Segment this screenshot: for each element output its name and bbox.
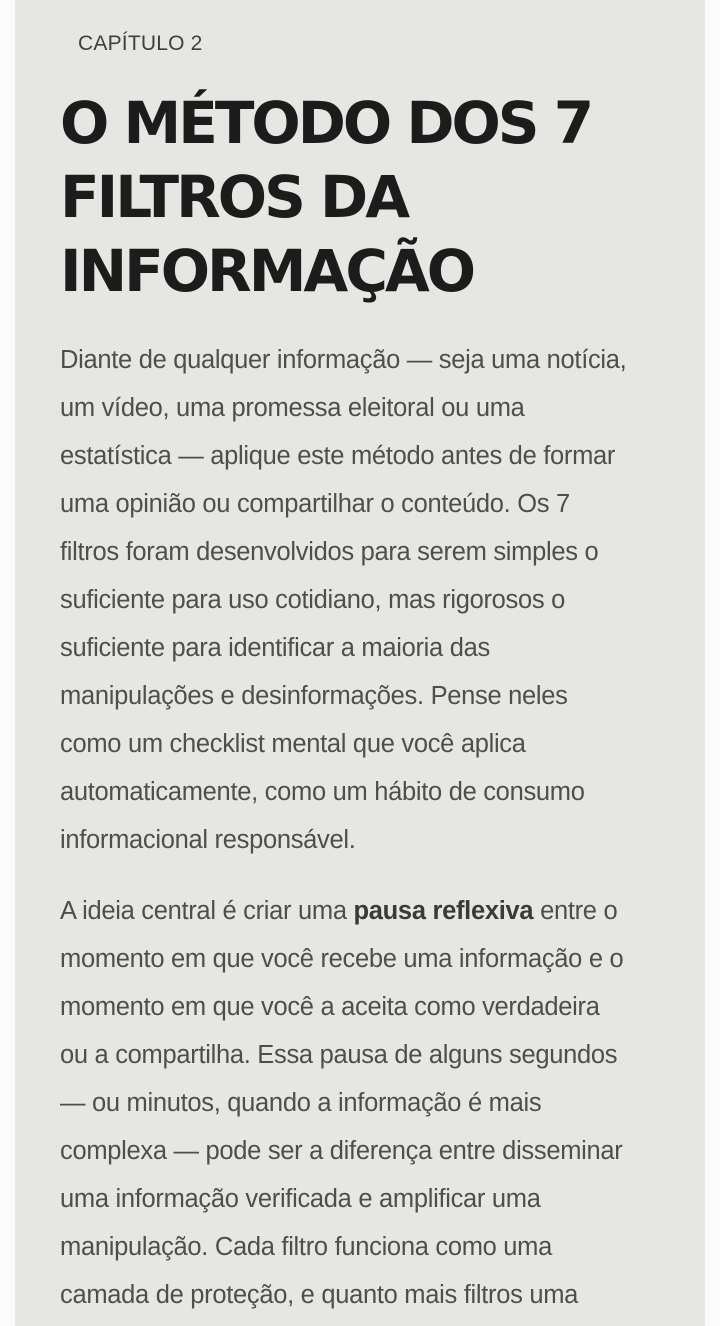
- paragraph-line: como um checklist mental que você aplica: [60, 730, 526, 758]
- paragraph-line: estatística — aplique este método antes de formar: [60, 442, 616, 470]
- bold-term: pausa reflexiva: [353, 897, 534, 925]
- page-content: [15, 0, 705, 1326]
- text-run: A ideia central é criar uma: [60, 897, 354, 925]
- paragraph-line: uma informação verificada e amplificar uma: [60, 1185, 541, 1213]
- paragraph-central-idea: [60, 887, 680, 1319]
- chapter-title-line: O MÉTODO DOS 7: [60, 89, 592, 157]
- paragraph-line: complexa — pode ser a diferença entre disseminar: [60, 1137, 623, 1165]
- paragraph-line: ou a compartilha. Essa pausa de alguns segundos: [60, 1041, 618, 1069]
- paragraph-line: manipulações e desinformações. Pense neles: [60, 682, 568, 710]
- paragraph-line: [60, 887, 680, 935]
- paragraph-line: manipulação. Cada filtro funciona como uma: [60, 1233, 553, 1261]
- paragraph-line: suficiente para uso cotidiano, mas rigorosos o: [60, 586, 565, 614]
- paragraph-line: uma opinião ou compartilhar o conteúdo. Os 7: [60, 490, 570, 518]
- paragraph-intro: [60, 336, 680, 864]
- paragraph-line: um vídeo, uma promessa eleitoral ou uma: [60, 394, 525, 422]
- chapter-title-line: INFORMAÇÃO: [60, 237, 474, 305]
- paragraph-line: Diante de qualquer informação — seja uma notícia,: [60, 346, 627, 374]
- paragraph-line: camada de proteção, e quanto mais filtros uma: [60, 1281, 579, 1309]
- chapter-label: CAPÍTULO 2: [78, 32, 203, 55]
- paragraph-line: automaticamente, como um hábito de consumo: [60, 778, 585, 806]
- paragraph-line: momento em que você a aceita como verdadeira: [60, 993, 600, 1021]
- paragraph-line: momento em que você recebe uma informação e o: [60, 945, 624, 973]
- text-run: entre o: [533, 897, 618, 925]
- chapter-title-line: FILTROS DA: [60, 163, 408, 231]
- chapter-title: [60, 86, 690, 308]
- paragraph-line: filtros foram desenvolvidos para serem simples o: [60, 538, 599, 566]
- paragraph-line: suficiente para identificar a maioria das: [60, 634, 490, 662]
- paragraph-line: informacional responsável.: [60, 826, 356, 854]
- paragraph-line: — ou minutos, quando a informação é mais: [60, 1089, 542, 1117]
